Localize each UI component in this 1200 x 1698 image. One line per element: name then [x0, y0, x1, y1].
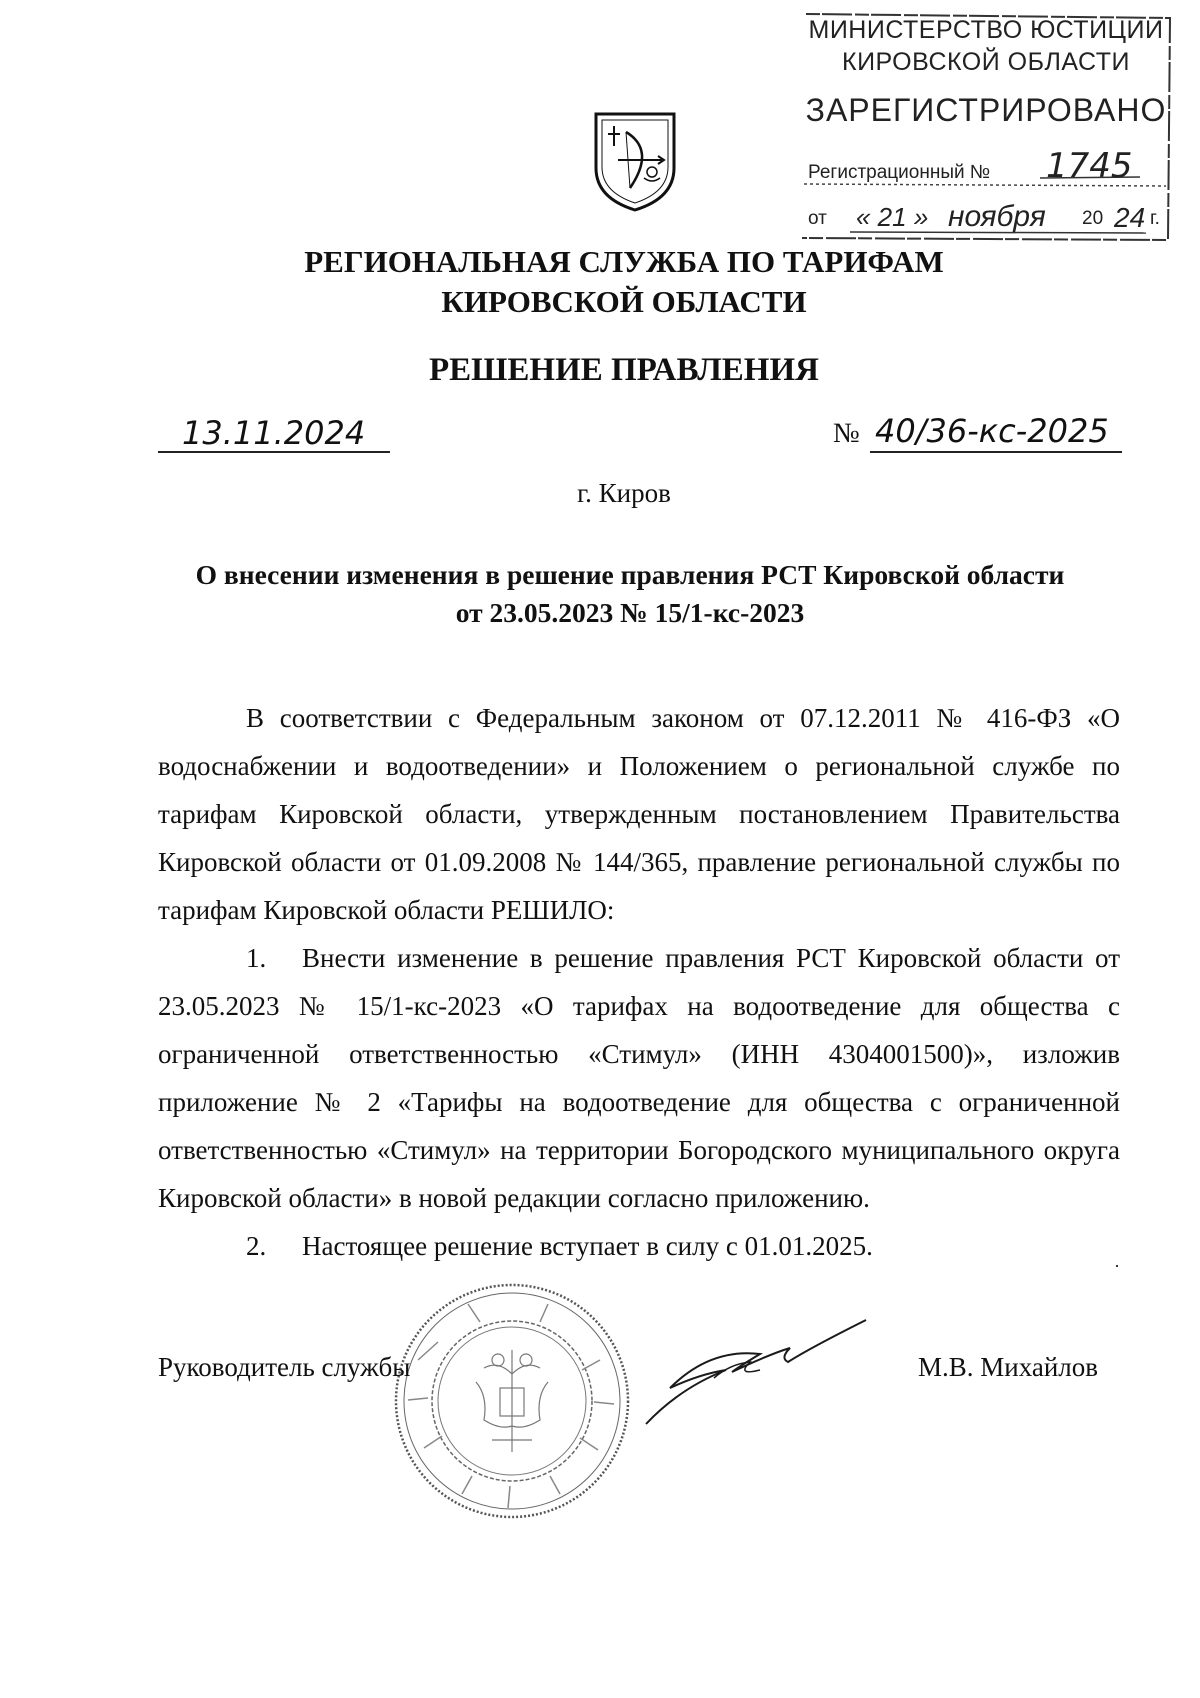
date-underline	[158, 451, 390, 453]
stamp-number-value: 1745	[1046, 146, 1133, 186]
intro-paragraph: В соответствии с Федеральным законом от 07.12.2011 № 416-ФЗ «О водоснабжении и водоотведении» и Положением о региональной службе по тарифам Кировской области, утвержденным постановлением Правительства Кировской области от 01.09.2008 № 144/365, правление региональной службы по тарифам Кировской области РЕШИЛО:	[158, 703, 1120, 925]
document-number: 40/36-кс-2025	[875, 412, 1109, 450]
stamp-region: КИРОВСКОЙ ОБЛАСТИ	[842, 48, 1130, 76]
document-number-sign: №	[833, 418, 860, 449]
stamp-status: ЗАРЕГИСТРИРОВАНО	[805, 92, 1167, 128]
list-item-text: Настоящее решение вступает в силу с 01.01.2025.	[302, 1231, 873, 1261]
stamp-number-label: Регистрационный №	[808, 162, 991, 183]
signatory-name: М.В. Михайлов	[918, 1352, 1099, 1382]
handwritten-signature-icon	[640, 1318, 870, 1428]
stamp-day: « 21 »	[856, 202, 929, 232]
stamp-year-prefix: 20	[1082, 208, 1104, 229]
stamp-from-label: от	[808, 208, 827, 229]
document-type-title: РЕШЕНИЕ ПРАВЛЕНИЯ	[429, 352, 819, 388]
number-underline	[870, 451, 1122, 453]
organization-name-line2: КИРОВСКОЙ ОБЛАСТИ	[441, 284, 807, 319]
list-item-number: 1.	[246, 943, 267, 973]
scan-speck: ·	[1114, 1256, 1120, 1276]
stamp-year-suffix: 24	[1114, 202, 1146, 233]
list-item-number: 2.	[246, 1231, 267, 1261]
signatory-position: Руководитель службы	[158, 1352, 411, 1382]
list-item-text: Внести изменение в решение правления РСТ Кировской области от 23.05.2023 № 15/1-кс-2023 «О тарифах на водоотведение для общества с ограниченной ответственностью «Стимул» (ИНН 4304001500)», изложив приложение № 2 «Тарифы на водоотведение для общества с ограниченной ответственностью «Стимул» на территории Богородского муниципального округа Кировской области» в новой редакции согласно приложению.	[158, 943, 1120, 1213]
stamp-month: ноября	[948, 200, 1046, 233]
stamp-year-unit: г.	[1150, 208, 1160, 229]
official-seal-icon	[388, 1280, 636, 1522]
document-subject: О внесении изменения в решение правления РСТ Кировской области от 23.05.2023 № 15/1-кс-2023	[195, 559, 1065, 628]
list-item	[158, 1222, 1120, 1270]
list-item	[158, 934, 1120, 1222]
stamp-ministry: МИНИСТЕРСТВО ЮСТИЦИИ	[808, 16, 1164, 44]
document-date: 13.11.2024	[182, 414, 366, 452]
city: г. Киров	[577, 478, 671, 508]
registration-stamp	[800, 12, 1172, 242]
organization-name-line1: РЕГИОНАЛЬНАЯ СЛУЖБА ПО ТАРИФАМ	[304, 244, 944, 279]
coat-of-arms-icon	[592, 110, 678, 212]
